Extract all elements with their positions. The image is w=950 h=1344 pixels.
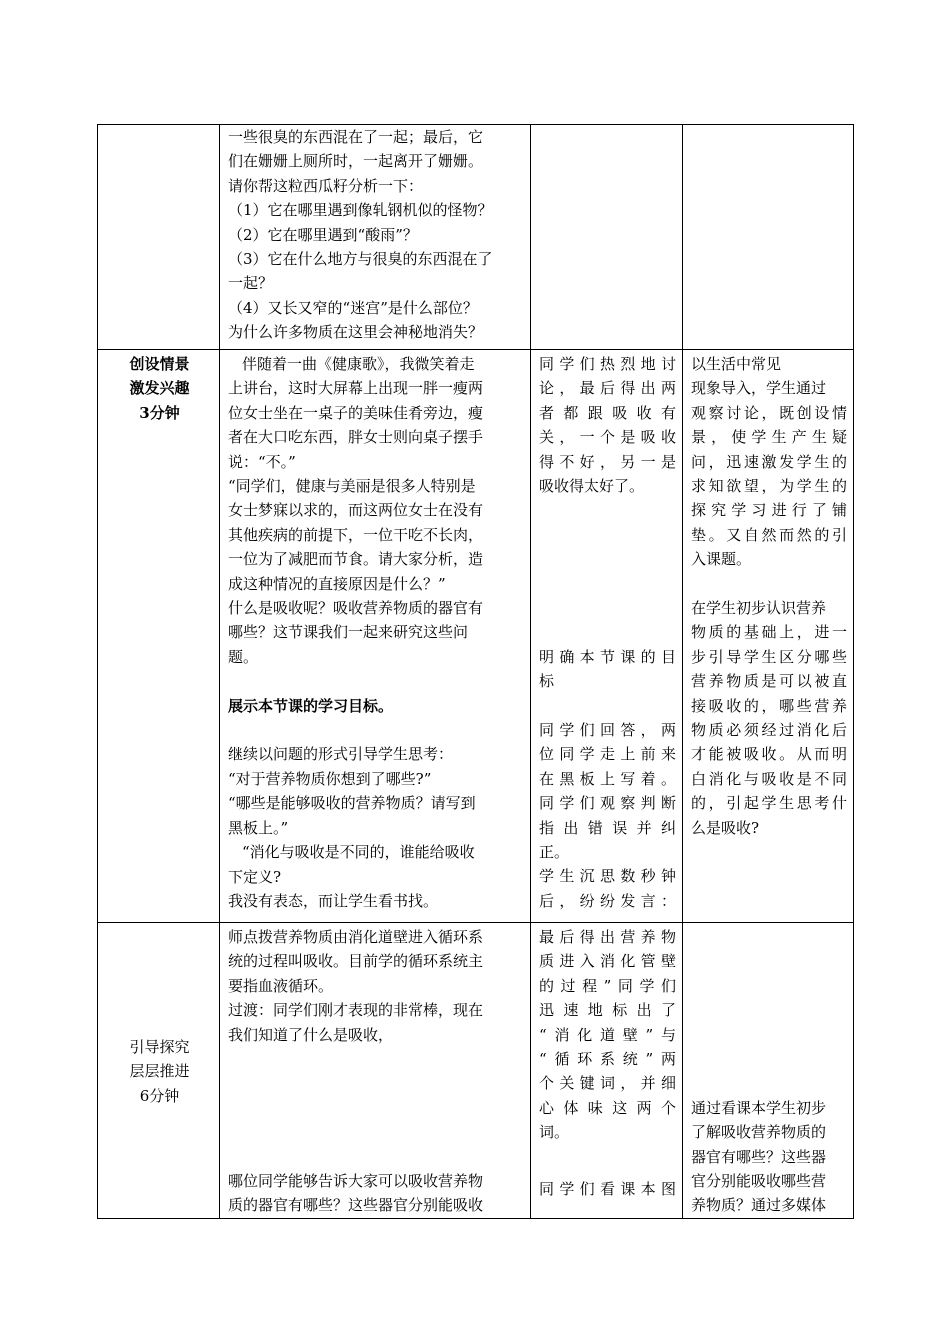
stage-cell [98,923,220,1219]
spacer [539,547,676,571]
intent-line: 问，迅速激发学生的 [691,452,847,471]
intent-line: 步引导学生区分哪些 [691,647,847,666]
intent-line: 么是吸收? [691,818,760,837]
spacer [228,718,524,742]
student-line: 质进入消化管壁 [539,952,676,971]
student-line: 关，一个是吸收 [539,428,676,447]
spacer [691,949,847,973]
teacher-line: “对于营养物质你想到了哪些?” [228,769,432,788]
student-line: 明确本节课的目 [539,647,676,666]
intent-line: 物质必须经过消化后 [691,721,847,740]
spacer [539,1169,676,1177]
teacher-line: 质的器官有哪些？这些器官分别能吸收 [228,1196,484,1215]
teacher-line: 其他疾病的前提下，一位干吃不长肉， [228,525,484,544]
stage-label: 激发兴趣 [129,379,190,398]
teacher-line: 们在姗姗上厕所时，一起离开了姗姗。 [228,152,484,171]
spacer [539,694,676,718]
design-intent-cell [683,125,854,350]
teacher-line: （3）它在什么地方与很臭的东西混在了 [228,250,493,269]
design-intent-cell [683,923,854,1219]
intent-line: 营养物质是可以被直 [691,672,847,691]
student-line: 位同学走上前来 [539,745,676,764]
spacer [228,1120,524,1144]
spacer [228,1096,524,1120]
teacher-line: 位女士坐在一桌子的美味佳肴旁边，瘦 [228,403,484,422]
student-line: 在黑板上写着。 [539,769,676,788]
table-row [98,125,854,350]
stage-label: 创设情景 [129,355,190,373]
student-line: “消化道壁”与 [539,1025,676,1044]
intent-line: 现象导入，学生通过 [691,379,827,398]
student-line: 论，最后得出两 [539,379,676,398]
design-intent-cell [683,350,854,923]
intent-line: 才能被吸收。从而明 [691,745,847,764]
teacher-line: 哪位同学能够告诉大家可以吸收营养物 [228,1171,484,1190]
teacher-line: 我没有表态，而让学生看书找。 [228,891,439,910]
student-line: 的过程”同学们 [539,976,676,995]
spacer [691,572,847,596]
stage-duration: 3分钟 [139,403,180,422]
spacer [691,998,847,1022]
teacher-line: （2）它在哪里遇到“酸雨”？ [228,225,418,244]
student-line: 正。 [539,843,570,862]
spacer [539,596,676,620]
intent-line: 养物质？通过多媒体 [691,1196,827,1215]
intent-line: 垫。又自然而然的引 [691,525,847,544]
spacer [691,925,847,949]
teacher-line: “哪些是能够吸收的营养物质？请写到 [228,794,476,813]
teacher-line: （1）它在哪里遇到像轧钢机似的怪物？ [228,201,493,220]
learning-goals-heading: 展示本节课的学习目标。 [228,696,394,715]
intent-line: 官分别能吸收哪些营 [691,1171,827,1190]
student-line: 得不好，另一是 [539,452,676,471]
intent-line: 景，使学生产生疑 [691,428,847,447]
teacher-line: 过渡：同学们刚才表现的非常棒，现在 [228,1001,484,1020]
intent-line: 在学生初步认识营养 [691,599,827,618]
student-activity-cell [531,923,683,1219]
teacher-line: 继续以问题的形式引导学生思考： [228,745,454,764]
teacher-line: “同学们，健康与美丽是很多人特别是 [228,477,476,496]
table-row [98,350,854,923]
student-line: 心体味这两个 [539,1098,676,1117]
teacher-activity-cell [220,350,531,923]
student-line: 迅速地标出了 [539,1001,676,1020]
teacher-activity-cell [220,125,531,350]
teacher-line: 黑板上。” [228,818,289,837]
intent-line: 求知欲望，为学生的 [691,477,847,496]
intent-line: 物质的基础上，进一 [691,623,847,642]
student-line: 同学们观察判断 [539,794,676,813]
student-line: 者都跟吸收有 [539,403,676,422]
stage-label: 引导探究 [129,1037,190,1056]
spacer [539,498,676,522]
spacer [539,1145,676,1169]
teacher-line: 上讲台，这时大屏幕上出现一胖一瘦两 [228,379,484,398]
teacher-line: 师点拨营养物质由消化道壁进入循环系 [228,928,484,946]
teacher-line: 我们知道了什么是吸收， [228,1025,394,1044]
student-activity-cell [531,350,683,923]
intent-line: 接吸收的，哪些营养 [691,696,847,715]
teacher-line: 成这种情况的直接原因是什么？” [228,574,446,593]
teacher-line: 题。 [228,647,259,666]
teacher-line: 什么是吸收呢？吸收营养物质的器官有 [228,599,484,618]
stage-cell [98,350,220,923]
student-line: 最后得出营养物 [539,928,676,946]
stage-duration: 6分钟 [139,1086,180,1105]
spacer [691,1047,847,1071]
teacher-line: 一位为了减肥而节食。请大家分析，造 [228,550,484,569]
student-line: 指出错误并纠 [539,818,676,837]
intent-line: 的，引起学生思考什 [691,794,847,813]
student-line: 标 [539,672,555,691]
teacher-line: 一些很臭的东西混在了一起；最后，它 [228,128,484,146]
student-line: 词。 [539,1123,570,1142]
teacher-line: （4）又长又窄的“迷宫”是什么部位？ [228,298,478,317]
intent-line: 白消化与吸收是不同 [691,769,847,788]
spacer [228,1047,524,1071]
intent-line: 观察讨论，既创设情 [691,403,847,422]
spacer [539,620,676,644]
student-line: 同学们回答，两 [539,720,676,739]
stage-label: 层层推进 [129,1062,190,1081]
intent-line: 探究学习进行了铺 [691,501,847,520]
spacer [691,1023,847,1047]
teacher-line: 为什么许多物质在这里会神秘地消失？ [228,323,484,342]
student-line: 后，纷纷发言： [539,891,676,910]
student-activity-cell [531,125,683,350]
student-line: 同学们热烈地讨 [539,355,676,373]
teacher-line: 要指血液循环。 [228,976,334,995]
teacher-activity-cell [220,923,531,1219]
intent-line: 通过看课本学生初步 [691,1098,827,1117]
student-line: 个关键词，并细 [539,1074,676,1093]
teacher-line: 者在大口吃东西，胖女士则向桌子摆手 [228,428,484,447]
spacer [539,523,676,547]
teacher-line: 统的过程叫吸收。目前学的循环系统主 [228,952,484,971]
spacer [691,1071,847,1095]
teacher-line: 伴随着一曲《健康歌》，我微笑着走 [242,355,475,373]
teacher-line: 请你帮这粒西瓜籽分析一下： [228,176,424,195]
lesson-plan-table [97,124,854,1219]
spacer [539,572,676,596]
teacher-line: 哪些？这节课我们一起来研究这些问 [228,623,469,642]
teacher-line: “消化与吸收是不同的，谁能给吸收 [242,843,475,862]
teacher-line: 女士梦寐以求的，而这两位女士在没有 [228,501,484,520]
spacer [228,1145,524,1169]
intent-line: 了解吸收营养物质的 [691,1123,827,1142]
student-line: “循环系统”两 [539,1050,676,1069]
student-line: 同学们看课本图 [539,1180,676,1199]
teacher-line: 说：“不。” [228,452,296,471]
intent-line: 器官有哪些？这些器 [691,1147,827,1166]
teacher-line: 下定义? [228,867,282,886]
teacher-line: 一起？ [228,274,274,293]
spacer [228,669,524,693]
intent-line: 入课题。 [691,550,752,569]
spacer [691,974,847,998]
student-line: 学生沉思数秒钟 [539,867,676,886]
intent-line: 以生活中常见 [691,355,782,373]
spacer [228,1071,524,1095]
student-line: 吸收得太好了。 [539,477,645,496]
stage-cell [98,125,220,350]
table-row [98,923,854,1219]
